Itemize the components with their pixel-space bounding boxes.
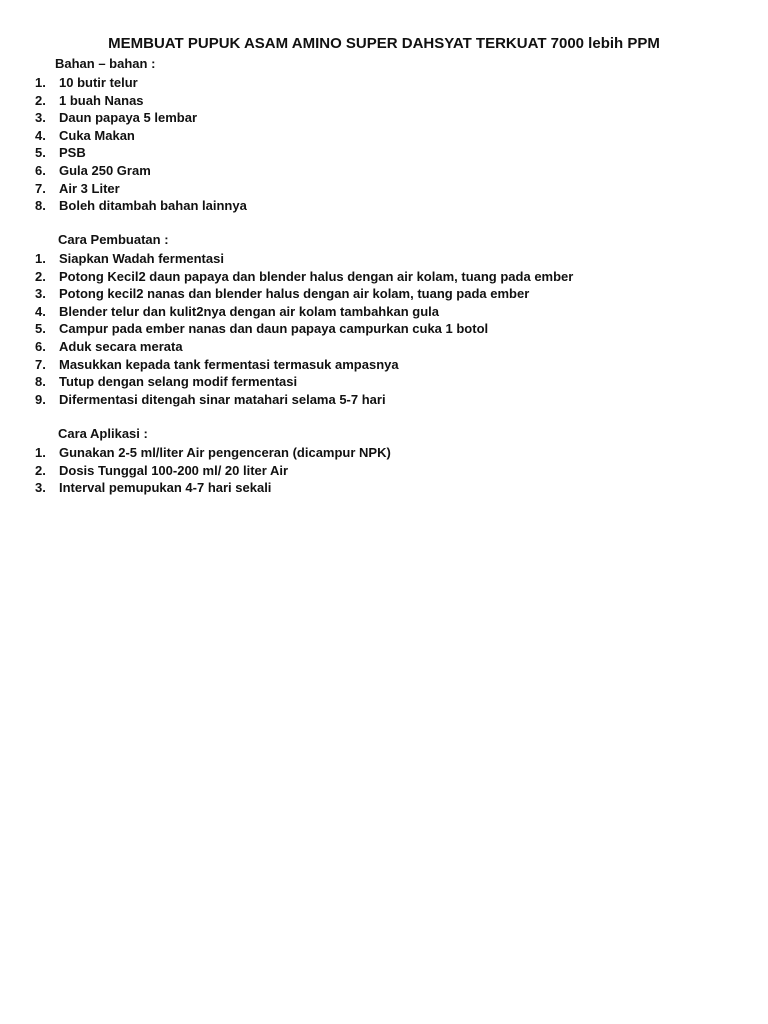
document-title: MEMBUAT PUPUK ASAM AMINO SUPER DAHSYAT TERKUAT 7000 lebih PPM [108, 35, 660, 52]
item-text: Masukkan kepada tank fermentasi termasuk ampasnya [59, 356, 399, 372]
item-text: Potong Kecil2 daun papaya dan blender halus dengan air kolam, tuang pada ember [59, 268, 574, 284]
item-number: 2. [35, 92, 46, 108]
item-number: 1. [35, 251, 46, 266]
item-number: 4. [35, 127, 46, 143]
item-text: Interval pemupukan 4-7 hari sekali [59, 480, 272, 496]
item-text: Cuka Makan [59, 127, 135, 143]
item-text: Tutup dengan selang modif fermentasi [59, 374, 298, 390]
item-text: Siapkan Wadah fermentasi [59, 251, 224, 266]
item-number: 4. [35, 303, 46, 319]
item-number: 8. [35, 198, 46, 214]
item-number: 3. [35, 480, 46, 496]
item-text: 10 butir telur [59, 75, 138, 90]
item-number: 6. [35, 162, 46, 178]
item-text: Boleh ditambah bahan lainnya [59, 198, 247, 214]
item-number: 8. [35, 374, 46, 390]
item-number: 1. [35, 445, 46, 460]
item-text: Air 3 Liter [59, 180, 120, 196]
item-number: 2. [35, 462, 46, 478]
item-text: PSB [59, 145, 86, 161]
item-number: 7. [35, 180, 46, 196]
item-text: Campur pada ember nanas dan daun papaya campurkan cuka 1 botol [59, 321, 489, 337]
item-text: 1 buah Nanas [59, 92, 144, 108]
item-text: Potong kecil2 nanas dan blender halus dengan air kolam, tuang pada ember [59, 286, 530, 302]
item-text: Gula 250 Gram [59, 162, 151, 178]
item-text: Daun papaya 5 lembar [59, 110, 197, 126]
item-number: 3. [35, 286, 46, 302]
item-text: Aduk secara merata [59, 338, 183, 354]
item-number: 9. [35, 391, 46, 407]
item-text: Gunakan 2-5 ml/liter Air pengenceran (dicampur NPK) [59, 445, 391, 460]
item-number: 5. [35, 321, 46, 337]
item-text: Difermentasi ditengah sinar matahari selama 5-7 hari [59, 391, 386, 407]
section-heading-bahan: Bahan – bahan : [55, 56, 156, 71]
item-number: 7. [35, 356, 46, 372]
item-number: 1. [35, 75, 46, 90]
item-number: 5. [35, 145, 46, 161]
section-heading-aplikasi: Cara Aplikasi : [58, 426, 148, 441]
item-number: 3. [35, 110, 46, 126]
item-text: Dosis Tunggal 100-200 ml/ 20 liter Air [59, 462, 289, 478]
item-number: 2. [35, 268, 46, 284]
section-heading-pembuatan: Cara Pembuatan : [58, 232, 169, 247]
item-text: Blender telur dan kulit2nya dengan air kolam tambahkan gula [59, 303, 439, 319]
item-number: 6. [35, 338, 46, 354]
